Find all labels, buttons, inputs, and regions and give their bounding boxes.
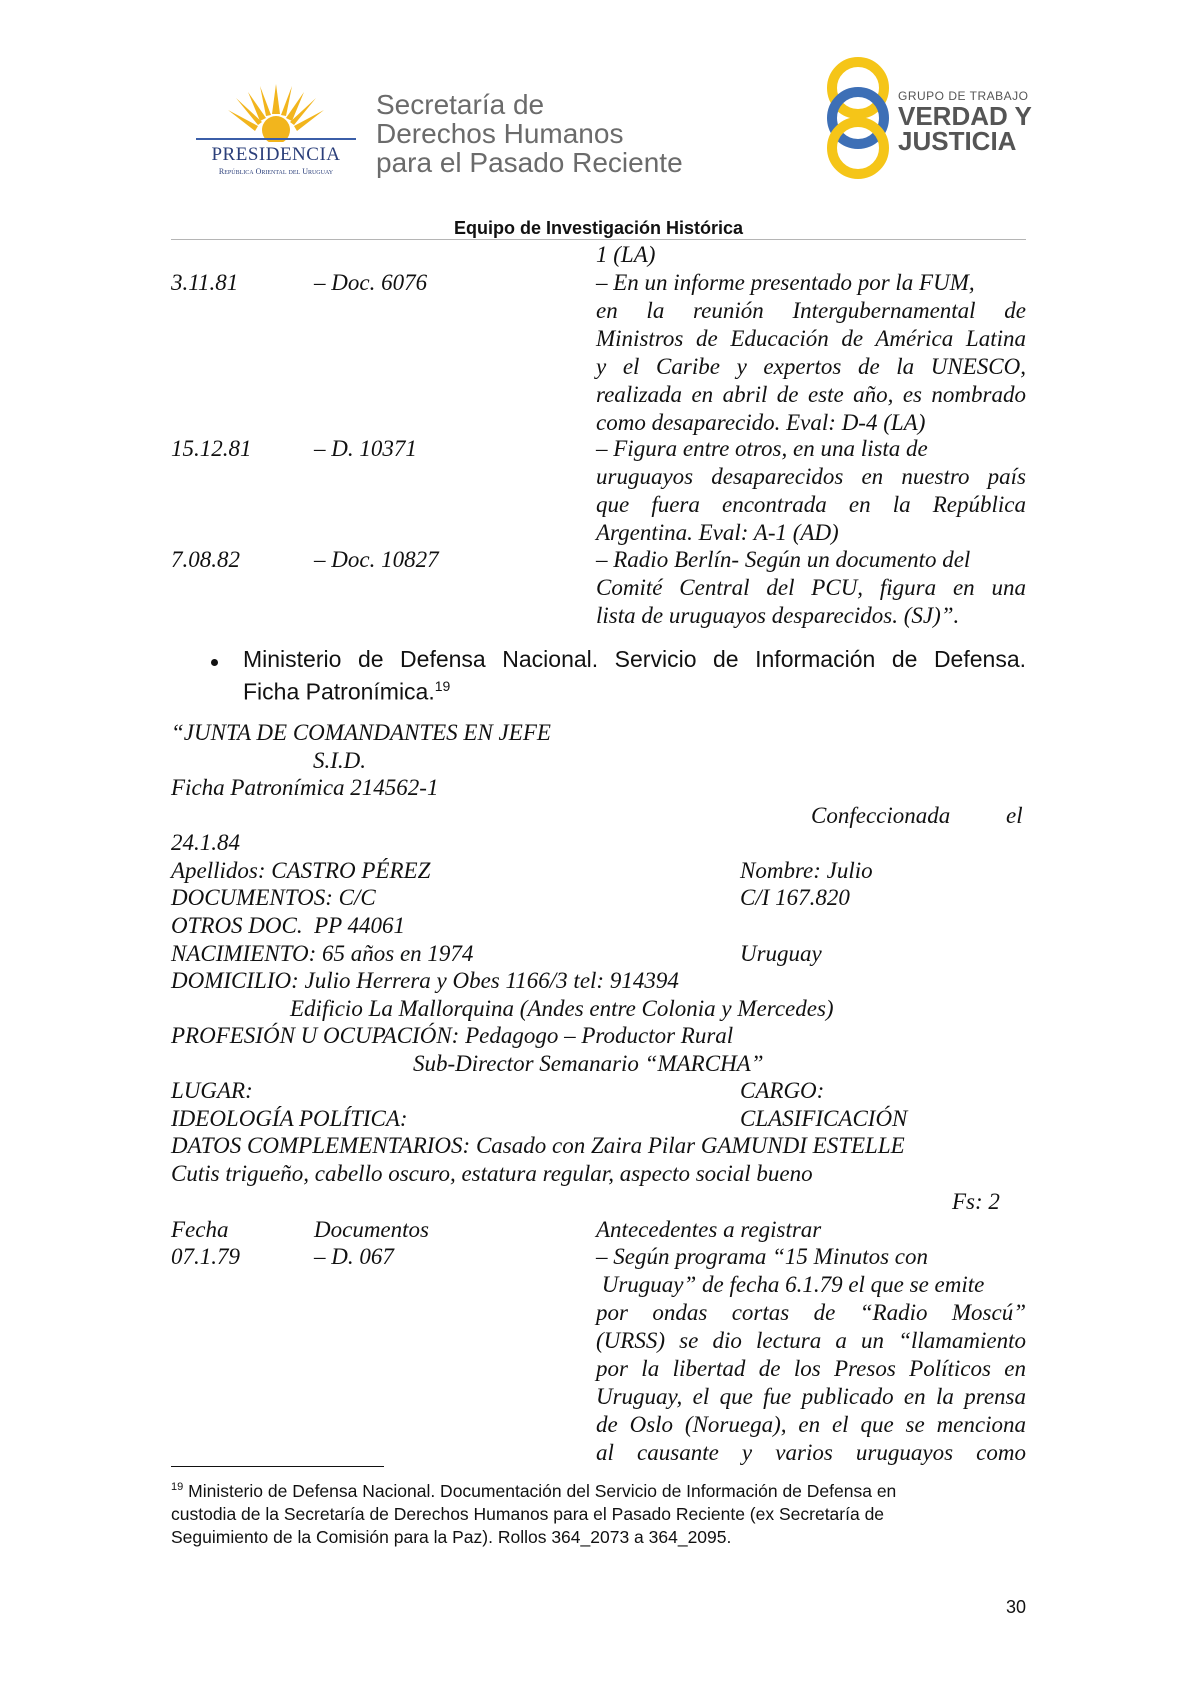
ficha-fecha: 24.1.84 xyxy=(171,830,240,855)
row-line: de Oslo (Noruega), en el que se menciona xyxy=(596,1412,1026,1437)
ficha-nombre: Nombre: Julio xyxy=(740,858,873,883)
ficha-junta: “JUNTA DE COMANDANTES EN JEFE xyxy=(171,720,551,745)
bullet-text xyxy=(243,646,1026,706)
row-date: 07.1.79 xyxy=(171,1244,240,1269)
table-header-row xyxy=(171,1216,1026,1244)
ficha-nacimiento: NACIMIENTO: 65 años en 1974 xyxy=(171,941,474,966)
footnote-number: 19 xyxy=(171,1481,184,1493)
entry-text xyxy=(596,546,1026,630)
ficha-number: Ficha Patronímica 214562-1 xyxy=(171,775,439,800)
ficha-otros-doc: OTROS DOC. PP 44061 xyxy=(171,913,406,938)
entry-line: como desaparecido. Eval: D-4 (LA) xyxy=(596,410,926,435)
entry-doc: – D. 10371 xyxy=(314,436,417,461)
ficha-fs: Fs: 2 xyxy=(952,1189,1000,1214)
ficha-pais: Uruguay xyxy=(740,941,822,966)
entry-line: Argentina. Eval: A-1 (AD) xyxy=(596,520,839,545)
entry-doc: – Doc. 10827 xyxy=(314,547,439,572)
row-line: (URSS) se dio lectura a un “llamamiento xyxy=(596,1328,1026,1353)
footnote-divider xyxy=(171,1466,384,1467)
team-title: Equipo de Investigación Histórica xyxy=(453,218,744,238)
carry-over-line: 1 (LA) xyxy=(596,242,656,267)
entry-date: 15.12.81 xyxy=(171,436,252,461)
row-line: por la libertad de los Presos Políticos en xyxy=(596,1356,1026,1381)
ficha-ci: C/I 167.820 xyxy=(740,885,850,910)
row-text xyxy=(596,1243,1026,1467)
entry-text xyxy=(596,435,1026,547)
row-line: por ondas cortas de “Radio Moscú” xyxy=(596,1300,1026,1325)
gtvj-line2: VERDAD Y xyxy=(898,101,1032,131)
secretaria-line2: Derechos Humanos xyxy=(376,118,624,149)
ficha-confeccionada: Confeccionada xyxy=(811,803,951,828)
rings-icon xyxy=(822,56,894,180)
ficha-subdirector: Sub-Director Semanario “MARCHA” xyxy=(413,1051,764,1076)
header-divider xyxy=(171,239,1026,240)
ficha-cargo: CARGO: xyxy=(740,1078,825,1103)
header-fecha: Fecha xyxy=(171,1217,229,1242)
footnote-ref: 19 xyxy=(434,678,451,694)
row-doc: – D. 067 xyxy=(314,1244,394,1269)
ficha-ideologia: IDEOLOGÍA POLÍTICA: xyxy=(171,1106,408,1131)
page-number: 30 xyxy=(1005,1597,1026,1617)
ficha-apellidos: Apellidos: CASTRO PÉREZ xyxy=(171,858,431,883)
bullet-line1: Ministerio de Defensa Nacional. Servicio de Información de Defensa. xyxy=(243,646,1026,672)
presidencia-name: PRESIDENCIA xyxy=(211,144,341,165)
bullet-line2-text: Ficha Patronímica. xyxy=(243,678,435,705)
ficha-datos: DATOS COMPLEMENTARIOS: Casado con Zaira Pilar GAMUNDI ESTELLE xyxy=(171,1133,905,1158)
footnote-line3: Seguimiento de la Comisión para la Paz). Rollos 364_2073 a 364_2095. xyxy=(171,1526,732,1547)
secretaria-logo-text xyxy=(376,90,683,177)
secretaria-line3: para el Pasado Reciente xyxy=(376,147,683,178)
entry-line: – Figura entre otros, en una lista de xyxy=(596,436,928,461)
entry-line: Ministros de Educación de América Latina xyxy=(596,326,1026,351)
entry-line: – Radio Berlín- Según un documento del xyxy=(596,547,971,572)
ficha-cutis: Cutis trigueño, cabello oscuro, estatura regular, aspecto social bueno xyxy=(171,1161,813,1186)
entry-line: que fuera encontrada en la República xyxy=(596,492,1026,517)
row-line: Uruguay” de fecha 6.1.79 el que se emite xyxy=(596,1272,985,1297)
entry-text xyxy=(596,269,1026,437)
entry-date: 7.08.82 xyxy=(171,547,240,572)
ficha-clasificacion: CLASIFICACIÓN xyxy=(740,1106,908,1131)
entry-line: realizada en abril de este año, es nombrado xyxy=(596,382,1026,407)
gtvj-line3: JUSTICIA xyxy=(898,126,1017,156)
bullet-dot-icon xyxy=(211,659,218,666)
secretaria-line1: Secretaría de xyxy=(376,89,545,120)
footnote-line1 xyxy=(171,1476,1026,1503)
footnote xyxy=(171,1476,1026,1549)
row-line: – Según programa “15 Minutos con xyxy=(596,1244,929,1269)
bullet-line2 xyxy=(243,673,1026,706)
ficha-documentos: DOCUMENTOS: C/C xyxy=(171,885,376,910)
row-line: Uruguay, el que fue publicado en la prensa xyxy=(596,1384,1026,1409)
entry-line: y el Caribe y expertos de la UNESCO, xyxy=(596,354,1026,379)
entry-doc: – Doc. 6076 xyxy=(314,270,428,295)
gtvj-logo xyxy=(822,56,1032,180)
row-line: al causante y varios uruguayos como xyxy=(596,1440,1026,1465)
ficha-profesion: PROFESIÓN U OCUPACIÓN: Pedagogo – Productor Rural xyxy=(171,1023,734,1048)
entry-line: en la reunión Intergubernamental de xyxy=(596,298,1026,323)
entry-date: 3.11.81 xyxy=(171,270,239,295)
header-documentos: Documentos xyxy=(314,1217,429,1242)
ficha-sid: S.I.D. xyxy=(313,748,367,773)
ficha-edificio: Edificio La Mallorquina (Andes entre Colonia y Mercedes) xyxy=(290,996,834,1021)
entry-line: lista de uruguayos desparecidos. (SJ)”. xyxy=(596,603,960,628)
footnote-line1-text: Ministerio de Defensa Nacional. Documentación del Servicio de Información de Defensa en xyxy=(188,1480,897,1501)
ficha-lugar: LUGAR: xyxy=(171,1078,253,1103)
ficha-domicilio: DOMICILIO: Julio Herrera y Obes 1166/3 tel: 914394 xyxy=(171,968,679,993)
footnote-line2: custodia de la Secretaría de Derechos Humanos para el Pasado Reciente (ex Secretaría de xyxy=(171,1503,885,1524)
sun-icon xyxy=(196,80,356,142)
header-antecedentes: Antecedentes a registrar xyxy=(596,1217,822,1242)
ficha-el: el xyxy=(1006,803,1023,828)
presidencia-logo xyxy=(196,80,356,180)
entry-line: uruguayos desaparecidos en nuestro país xyxy=(596,464,1026,489)
entry-line: – En un informe presentado por la FUM, xyxy=(596,270,975,295)
gtvj-line1: GRUPO DE TRABAJO xyxy=(898,89,1029,103)
entry-line: Comité Central del PCU, figura en una xyxy=(596,575,1026,600)
presidencia-subtitle: República Oriental del Uruguay xyxy=(218,167,334,176)
